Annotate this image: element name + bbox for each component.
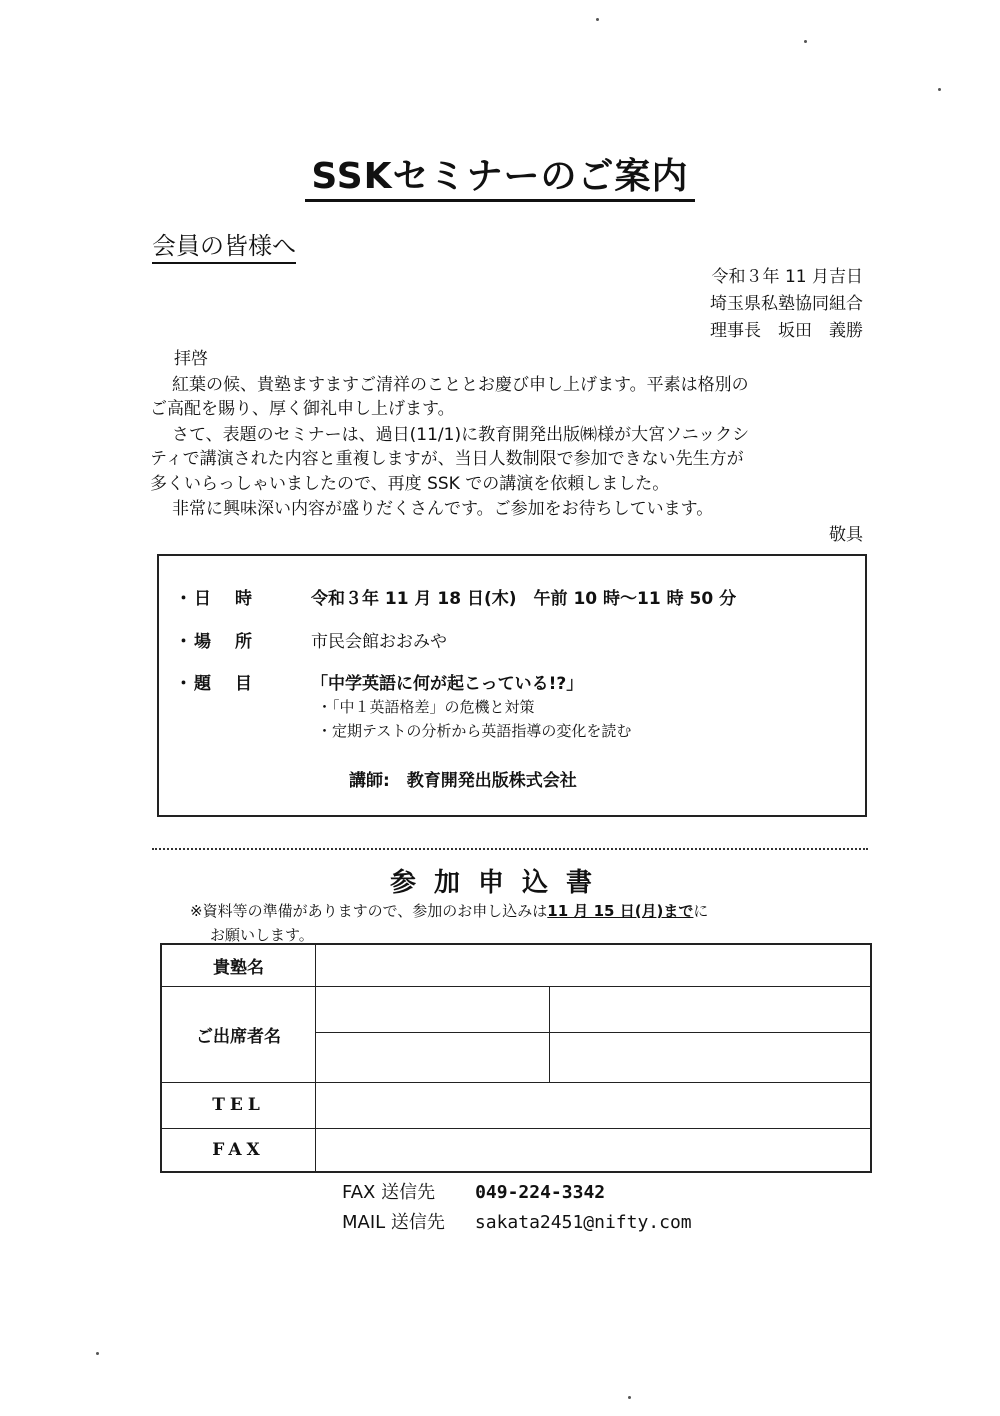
topic-value: 「中学英語に何が起こっている!?」 — [311, 674, 584, 694]
letter-paragraph-2-line-1: さて、表題のセミナーは、過日(11/1)に教育開発出版㈱様が大宮ソニックシ — [172, 425, 750, 445]
mail-address: sakata2451@nifty.com — [474, 1212, 692, 1233]
fax-destination: FAX 送信先 049-224-3342 — [342, 1182, 606, 1203]
datetime-label: ・日 時 — [175, 589, 254, 609]
school-name-field[interactable] — [316, 944, 872, 986]
letter-closing: 敬具 — [829, 525, 863, 545]
seminar-info-box — [157, 554, 867, 817]
deadline-date: 11 月 15 日(月)まで — [547, 902, 694, 920]
place-label: ・場 所 — [175, 632, 254, 652]
sender-organization: 埼玉県私塾協同組合 — [710, 294, 863, 314]
mail-destination: MAIL 送信先 sakata2451@nifty.com — [342, 1212, 692, 1233]
letter-paragraph-3: 非常に興味深い内容が盛りだくさんです。ご参加をお待ちしています。 — [172, 499, 714, 519]
addressee: 会員の皆様へ — [152, 226, 296, 264]
subtopic-item: ・「中１英語格差」の危機と対策 — [317, 698, 535, 716]
letter-opening: 拝啓 — [174, 349, 208, 369]
attendee-name-label: ご出席者名 — [161, 986, 316, 1082]
cut-line-divider — [152, 848, 868, 850]
letter-paragraph-2-line-3: 多くいらっしゃいましたので、再度 SSK での講演を依頼しました。 — [150, 474, 670, 494]
page-title: SSKセミナーのご案内 — [0, 148, 1000, 199]
letter-paragraph-2-line-2: ティで講演された内容と重複しますが、当日人数制限で参加できない先生方が — [150, 449, 744, 469]
school-name-label: 貴塾名 — [161, 944, 316, 986]
fax-field[interactable] — [316, 1128, 872, 1172]
topic-label: ・題 目 — [175, 674, 254, 694]
application-form-table — [160, 943, 872, 1173]
subtopic-item: ・定期テストの分析から英語指導の変化を読む — [317, 722, 632, 740]
attendee-name-field[interactable] — [550, 1032, 871, 1082]
sender-date: 令和３年 11 月吉日 — [711, 267, 863, 287]
fax-number: 049-224-3342 — [475, 1182, 606, 1203]
sender-chairman: 理事長 坂田 義勝 — [710, 321, 863, 341]
form-title: 参加申込書 — [389, 868, 610, 898]
tel-label: TEL — [161, 1082, 316, 1128]
datetime-value: 令和３年 11 月 18 日(木) 午前 10 時～11 時 50 分 — [311, 589, 737, 609]
attendee-name-field[interactable] — [316, 986, 550, 1032]
form-note-line-2: お願いします。 — [210, 926, 314, 944]
place-value: 市民会館おおみや — [311, 632, 447, 652]
form-note: ※資料等の準備がありますので、参加のお申し込みは11 月 15 日(月)までに — [190, 902, 709, 920]
fax-label: FAX — [161, 1128, 316, 1172]
attendee-name-field[interactable] — [316, 1032, 550, 1082]
tel-field[interactable] — [316, 1082, 872, 1128]
letter-paragraph-1-line-1: 紅葉の候、貴塾ますますご清祥のこととお慶び申し上げます。平素は格別の — [172, 375, 749, 395]
letter-paragraph-1-line-2: ご高配を賜り、厚く御礼申し上げます。 — [150, 399, 455, 419]
lecturer: 講師: 教育開発出版株式会社 — [349, 771, 577, 791]
attendee-name-field[interactable] — [550, 986, 871, 1032]
